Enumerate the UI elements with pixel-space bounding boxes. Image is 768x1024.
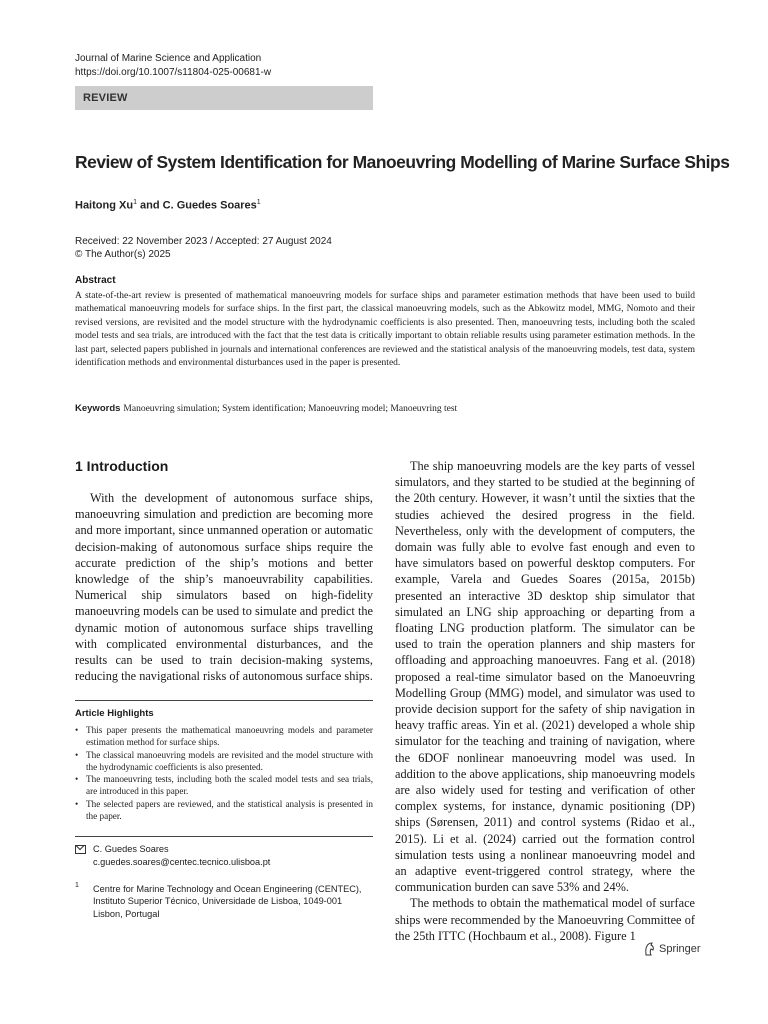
journal-header — [75, 52, 271, 80]
highlights-heading: Article Highlights — [75, 708, 154, 719]
publisher-logo — [643, 942, 701, 956]
author-name[interactable]: C. Guedes Soares — [162, 199, 257, 212]
received-accepted: Received: 22 November 2023 / Accepted: 27 August 2024 — [75, 236, 332, 247]
article-dates — [75, 235, 332, 261]
affiliation-marker: 1 — [256, 199, 261, 206]
abstract-heading: Abstract — [75, 275, 116, 286]
copyright-notice: © The Author(s) 2025 — [75, 249, 171, 260]
publisher-name: Springer — [659, 943, 701, 955]
paragraph: The methods to obtain the mathematical model of surface ships were recommended by the Manoeuvring Committee of the 25th ITTC (Hochbaum et al., 2008). Figure 1 — [395, 896, 695, 943]
corresponding-author-email[interactable]: c.guedes.soares@centec.tecnico.ulisboa.pt — [93, 857, 271, 867]
springer-horse-icon — [643, 942, 655, 956]
doi-link[interactable]: https://doi.org/10.1007/s11804-025-00681-w — [75, 67, 272, 78]
left-column-text — [75, 490, 373, 684]
envelope-icon — [75, 845, 86, 854]
keywords-label: Keywords — [75, 403, 121, 414]
author-separator: and — [136, 199, 163, 212]
highlight-item: • The classical manoeuvring models are revisited and the model structure with the hydrodynamic coefficients is also presented. — [75, 749, 373, 774]
highlight-item: • The manoeuvring tests, including both the scaled model tests and sea trials, are introduced in this paper. — [75, 773, 373, 798]
affiliation-number: 1 — [75, 882, 79, 889]
section-heading-introduction: 1 Introduction — [75, 458, 169, 474]
journal-name: Journal of Marine Science and Application — [75, 53, 262, 64]
right-column-text — [395, 458, 695, 944]
highlights-bottom-rule — [75, 836, 373, 837]
abstract-text: A state-of-the-art review is presented of mathematical manoeuvring models for surface ships and parameter estimation methods that have been used to build mathematical manoeuvring models for surface ships. In the first part, the classical manoeuvring models, such as the Abkowitz model, MMG, Nomoto and their revised versions, are revisited and the model structure with the hydrodynamic coefficients is also presented. Then, manoeuvring tests, including both the scaled model tests and sea trials, are introduced with the fact that the test data is critically important to obtain reliable results using parameter estimation methods. In the last part, selected papers published in journals and international conferences are reviewed and the statistical analysis of the manoeuvring models, test data, system identification methods and environmental disturbances used in the paper is presented. — [75, 291, 695, 369]
affiliation-text: Centre for Marine Technology and Ocean Engineering (CENTEC), Instituto Superior Técnico, Universidade de Lisboa, 1049-001 Lisbon, Portugal — [93, 884, 362, 919]
paragraph: The ship manoeuvring models are the key parts of vessel simulators, and they started to be studied at the beginning of the 20th century. However, it wasn’t until the sixties that the studies achieved the desired progress in the field. Nevertheless, only with the development of computers, the domain was fully able to evolve fast enough and even to have simulators based on powerful desktop computers. For example, Varela and Guedes Soares (2015a, 2015b) presented an interactive 3D desktop ship simulator that simulated an LNG ship approaching or departing from a floating LNG production platform. The simulator can be used to train the operation planners and ship masters for offloading and approaching manoeuvres. Fang et al. (2018) proposed a real-time simulator based on the Manoeuvring Modelling Group (MMG) model, and simulator was used to provide decision support for the safety of ship navigation in heavy traffic areas. Yin et al. (2021) developed a whole ship simulator for the teaching and training of navigation, where the 6DOF nonlinear manoeuvring model was used. In addition to the above applications, ship manoeuvring models are also widely used for testing and verification of other complex systems, for instance, dynamic positioning (DP) ships (Sørensen, 2011) and control systems (Ridao et al., 2015). Li et al. (2024) carried out the formation control simulation tests using a nonlinear manoeuvring model and an adaptive event-triggered control strategy, where the communication burden can save 53% and 24%. — [395, 459, 695, 895]
highlight-item: • The selected papers are reviewed, and the statistical analysis is presented in the paper. — [75, 798, 373, 823]
article-type-banner — [75, 86, 373, 110]
author-name[interactable]: Haitong Xu — [75, 199, 134, 212]
keywords-text: Manoeuvring simulation; System identification; Manoeuvring model; Manoeuvring test — [123, 404, 458, 414]
corresponding-author-name: C. Guedes Soares — [93, 844, 169, 854]
author-list — [75, 199, 261, 212]
keywords — [75, 402, 695, 416]
article-type-label: REVIEW — [83, 92, 128, 104]
paragraph: With the development of autonomous surface ships, manoeuvring simulation and prediction are becoming more and more important, since unmanned operation or automatic decision-making of autonomous surface ships require the accurate prediction of the ship’s motions and better knowledge of the ship’s manoeuvrability capabilities. Numerical ship simulators based on high-fidelity manoeuvring models can be used to simulate and predict the dynamic motion of autonomous surface ships travelling with complicated environmental disturbances, and the results can be used to train decision-making systems, reducing the navigational risks of autonomous surface ships. — [75, 491, 373, 684]
highlights-list — [75, 724, 373, 822]
highlight-item: • This paper presents the mathematical manoeuvring models and parameter estimation method for surface ships. — [75, 724, 373, 749]
affiliation-marker: 1 — [133, 199, 137, 206]
highlights-top-rule — [75, 700, 373, 701]
article-title: Review of System Identification for Manoeuvring Modelling of Marine Surface Ships — [75, 152, 730, 172]
